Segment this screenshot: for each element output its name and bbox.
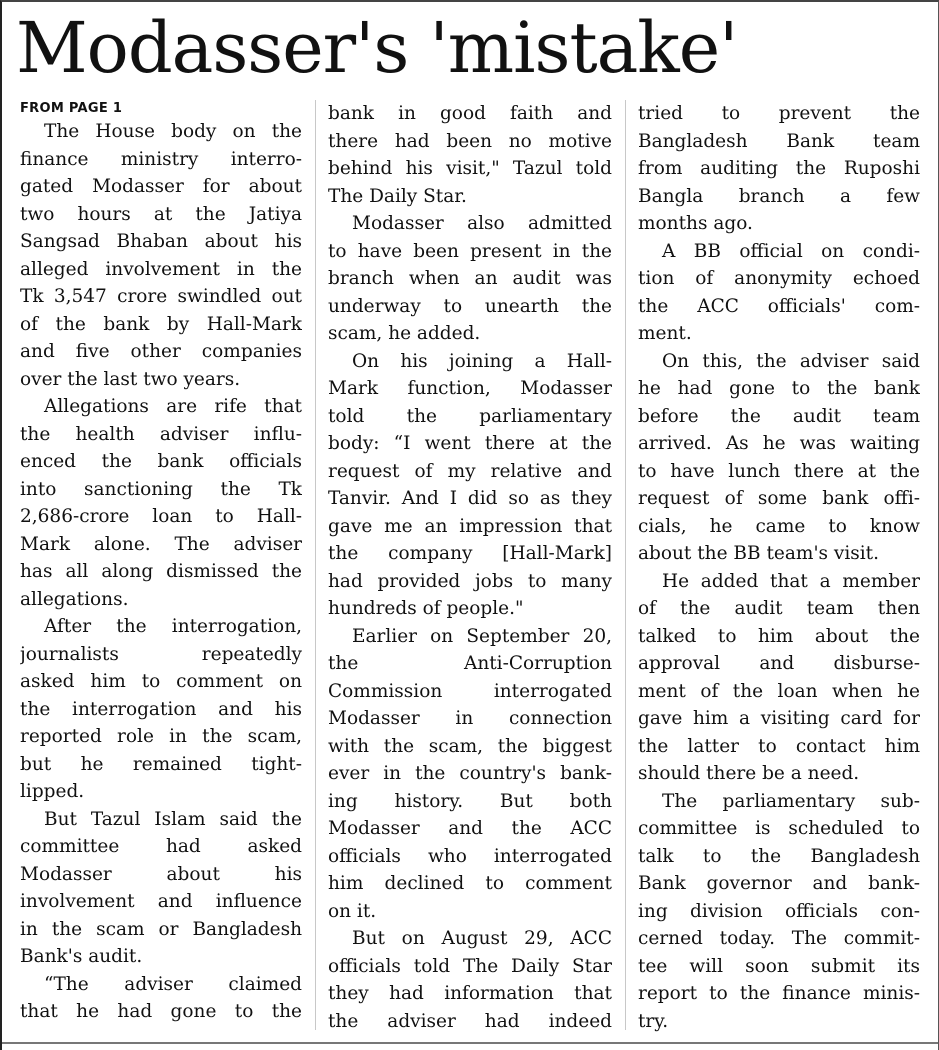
text-line: reported role in the scam, [20, 726, 302, 747]
text-line: enced the bank officials [20, 451, 302, 472]
text-line: Bangladesh Bank team [638, 130, 920, 152]
text-line: underway to unearth the [328, 295, 612, 317]
text-line: of the bank by Hall-Mark [20, 313, 302, 335]
text-line: gated Modasser for about [20, 176, 302, 197]
text-line: tion of anonymity echoed [638, 268, 920, 289]
text-line: But on August 29, ACC [352, 928, 612, 949]
text-line: try. [638, 1010, 669, 1032]
text-line: there had been no motive [328, 130, 612, 152]
text-line: committee is scheduled to [638, 818, 920, 839]
text-line: Modasser and the ACC [328, 818, 612, 839]
text-line: behind his visit," Tazul told [328, 158, 612, 179]
text-line: gave me an impression that [328, 515, 612, 537]
text-line: him declined to comment [328, 873, 612, 894]
text-line: about the BB team's visit. [638, 543, 879, 564]
text-line: cerned today. The commit- [638, 928, 920, 949]
text-line: before the audit team [638, 405, 920, 427]
text-line: to have been present in the [328, 240, 612, 262]
text-line: 2,686-crore loan to Hall- [20, 506, 302, 527]
text-line: Modasser in connection [328, 708, 612, 729]
text-line: ment. [638, 323, 692, 344]
text-line: with the scam, the biggest [328, 735, 612, 757]
text-line: bank in good faith and [328, 103, 612, 124]
text-line: the health adviser influ- [20, 423, 302, 445]
text-line: arrived. As he was waiting [638, 433, 920, 454]
text-line: has all along dismissed the [20, 561, 302, 582]
text-line: allegations. [20, 588, 129, 610]
text-line: hundreds of people." [328, 598, 524, 619]
text-line: on it. [328, 900, 377, 922]
article-column-2 [328, 100, 612, 1035]
text-line: He added that a member [662, 570, 920, 592]
text-line: request of my relative and [328, 460, 612, 482]
text-line: tee will soon submit its [638, 955, 920, 977]
text-line: and five other companies [20, 341, 302, 362]
text-line: Bank governor and bank- [638, 873, 920, 894]
text-line: Tanvir. And I did so as they [328, 488, 612, 509]
text-line: ing division officials con- [638, 900, 920, 922]
text-line: Tk 3,547 crore swindled out [20, 286, 302, 307]
text-line: “The adviser claimed [44, 973, 302, 995]
text-line: into sanctioning the Tk [20, 478, 302, 500]
text-line: that he had gone to the [20, 1001, 302, 1022]
column-rule [315, 100, 316, 1030]
text-line: Mark function, Modasser [328, 378, 612, 399]
text-line: Modasser about his [20, 863, 302, 885]
bottom-rule [2, 1042, 938, 1044]
text-line: The Daily Star. [328, 185, 467, 207]
text-line: told the parliamentary [328, 405, 612, 427]
text-line: of the audit team then [638, 598, 920, 619]
text-line: to have lunch there at the [638, 460, 920, 482]
text-line: Mark alone. The adviser [20, 533, 302, 555]
text-line: Bangla branch a few [638, 185, 920, 207]
article-column-1 [20, 100, 302, 1035]
text-line: On his joining a Hall- [352, 350, 612, 372]
text-line: officials who interrogated [328, 845, 612, 867]
text-line: had provided jobs to many [328, 570, 612, 592]
text-line: The parliamentary sub- [662, 790, 920, 812]
text-line: scam, he added. [328, 323, 481, 344]
article-column-3 [638, 100, 920, 1035]
text-line: two hours at the Jatiya [20, 203, 302, 225]
text-line: After the interrogation, [44, 616, 302, 637]
text-line: from auditing the Ruposhi [638, 158, 920, 179]
text-line: ing history. But both [328, 790, 612, 812]
text-line: tried to prevent the [638, 103, 920, 124]
text-line: Bank's audit. [20, 946, 143, 967]
text-line: involvement and influence [20, 891, 302, 912]
text-line: Sangsad Bhaban about his [20, 231, 302, 252]
text-line: approval and disburse- [638, 653, 920, 674]
text-line: they had information that [328, 983, 612, 1004]
text-line: finance ministry interro- [20, 148, 302, 170]
column-rule [625, 100, 626, 1030]
text-line: Commission interrogated [328, 680, 612, 702]
text-line: committee had asked [20, 836, 302, 857]
text-line: The House body on the [44, 121, 302, 142]
text-line: over the last two years. [20, 368, 241, 390]
text-line: journalists repeatedly [20, 643, 302, 665]
text-line: lipped. [20, 781, 85, 802]
text-line: the ACC officials' com- [638, 295, 920, 317]
text-line: cials, he came to know [638, 515, 920, 537]
text-line: request of some bank offi- [638, 488, 920, 509]
text-line: ever in the country's bank- [328, 763, 612, 784]
text-line: the Anti-Corruption [328, 653, 612, 674]
text-line: branch when an audit was [328, 268, 612, 289]
text-line: months ago. [638, 213, 753, 234]
text-line: On this, the adviser said [662, 350, 920, 372]
text-line: the latter to contact him [638, 735, 920, 757]
text-line: Earlier on September 20, [352, 625, 612, 647]
text-line: A BB official on condi- [662, 240, 920, 262]
text-line: Modasser also admitted [352, 213, 612, 234]
text-line: the interrogation and his [20, 698, 302, 720]
text-line: officials told The Daily Star [328, 955, 612, 977]
text-line: he had gone to the bank [638, 378, 920, 399]
text-line: report to the finance minis- [638, 983, 920, 1004]
text-line: alleged involvement in the [20, 258, 302, 280]
text-line: ment of the loan when he [638, 680, 920, 702]
kicker: FROM PAGE 1 [20, 101, 123, 116]
text-line: asked him to comment on [20, 671, 302, 692]
text-line: gave him a visiting card for [638, 708, 920, 729]
text-line: But Tazul Islam said the [44, 808, 302, 830]
text-line: but he remained tight- [20, 753, 302, 775]
text-line: the company [Hall-Mark] [328, 543, 612, 564]
text-line: in the scam or Bangladesh [20, 918, 302, 940]
text-line: talked to him about the [638, 625, 920, 647]
text-line: Allegations are rife that [44, 396, 302, 417]
text-line: the adviser had indeed [328, 1010, 612, 1032]
text-line: body: “I went there at the [328, 433, 612, 454]
text-line: should there be a need. [638, 763, 860, 784]
text-line: talk to the Bangladesh [638, 845, 920, 867]
headline: Modasser's 'mistake' [16, 7, 738, 89]
